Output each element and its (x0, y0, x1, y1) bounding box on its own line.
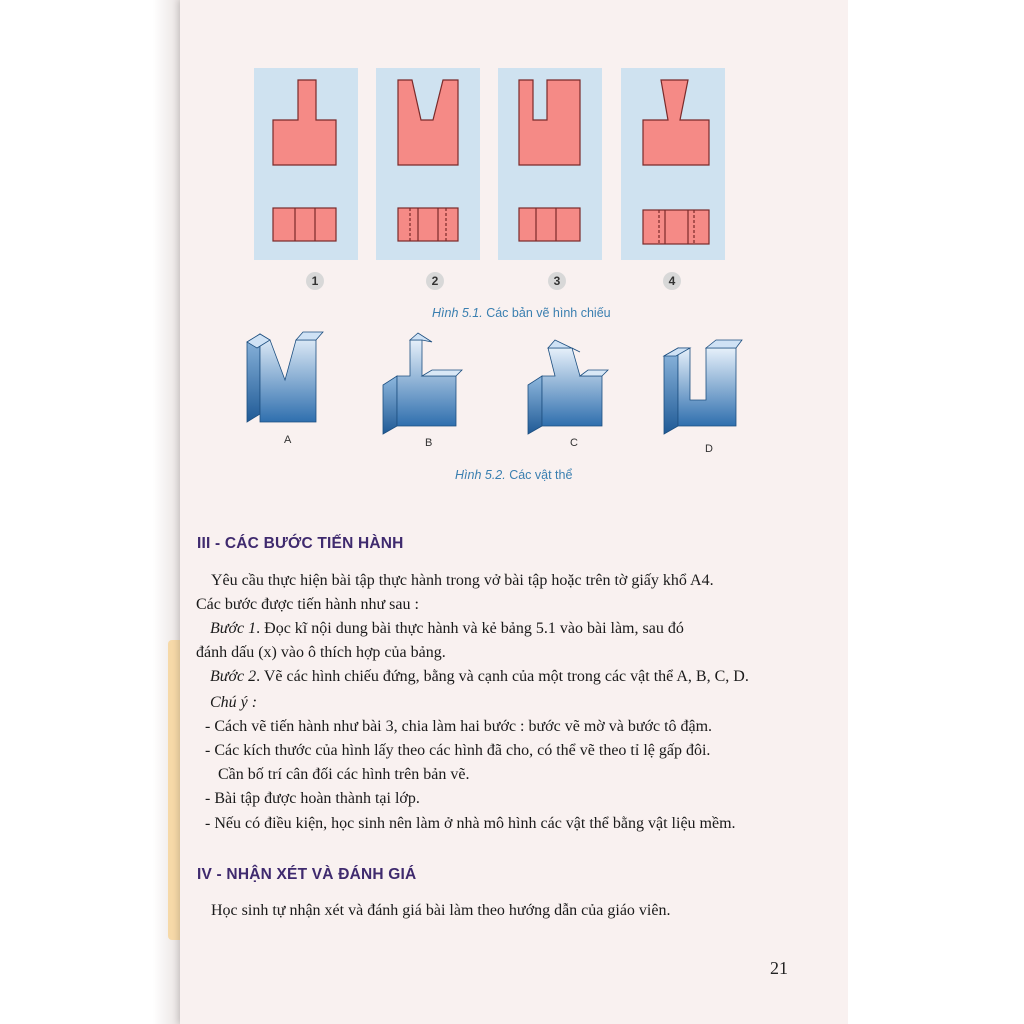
section-4-text: Học sinh tự nhận xét và đánh giá bài làm theo hướng dẫn của giáo viên. (211, 902, 671, 919)
step-2-line: Bước 2. Vẽ các hình chiếu đứng, bằng và cạnh của một trong các vật thể A, B, C, D. (210, 668, 749, 685)
object-c (528, 340, 608, 434)
page-number: 21 (770, 958, 788, 978)
front-view-3 (519, 80, 580, 165)
section-4-heading: IV - NHẬN XÉT VÀ ĐÁNH GIÁ (197, 866, 417, 883)
figure-number-1: 1 (306, 272, 324, 290)
figure-number-4: 4 (663, 272, 681, 290)
front-view-2 (398, 80, 458, 165)
note-2-line-2: Cần bố trí cân đối các hình trên bản vẽ. (218, 766, 470, 783)
section-3-heading: III - CÁC BƯỚC TIẾN HÀNH (197, 535, 404, 552)
projection-drawings (0, 0, 1024, 300)
object-b (383, 333, 462, 434)
top-view-3 (519, 208, 580, 241)
note-2-line-1: - Các kích thước của hình lấy theo các hình đã cho, có thể vẽ theo tỉ lệ gấp đôi. (205, 742, 711, 759)
intro-line-1: Yêu cầu thực hiện bài tập thực hành trong vở bài tập hoặc trên tờ giấy khổ A4. (211, 572, 714, 589)
figure-5-2-caption: Hình 5.2. Các vật thể (455, 468, 573, 482)
object-label-d: D (705, 443, 713, 455)
top-view-2 (398, 208, 458, 241)
front-view-1 (273, 80, 336, 165)
note-3: - Bài tập được hoàn thành tại lớp. (205, 790, 420, 807)
intro-line-2: Các bước được tiến hành như sau : (196, 596, 419, 613)
object-drawings (0, 330, 1024, 460)
step-1-line-1: Bước 1. Đọc kĩ nội dung bài thực hành và kẻ bảng 5.1 vào bài làm, sau đó (210, 620, 684, 637)
object-d (664, 340, 742, 434)
object-label-a: A (284, 434, 292, 446)
front-view-4 (643, 80, 709, 165)
note-4: - Nếu có điều kiện, học sinh nên làm ở nhà mô hình các vật thể bằng vật liệu mềm. (205, 815, 736, 832)
step-1-line-2: đánh dấu (x) vào ô thích hợp của bảng. (196, 644, 446, 661)
figure-number-3: 3 (548, 272, 566, 290)
object-label-c: C (570, 437, 578, 449)
object-label-b: B (425, 437, 433, 449)
object-a (247, 332, 323, 422)
page-edge-tab (168, 640, 180, 940)
top-view-1 (273, 208, 336, 241)
figure-number-2: 2 (426, 272, 444, 290)
top-view-4 (643, 210, 709, 244)
figure-5-1-caption: Hình 5.1. Các bản vẽ hình chiếu (432, 306, 611, 320)
note-1: - Cách vẽ tiến hành như bài 3, chia làm hai bước : bước vẽ mờ và bước tô đậm. (205, 718, 713, 735)
note-label: Chú ý : (210, 694, 258, 711)
